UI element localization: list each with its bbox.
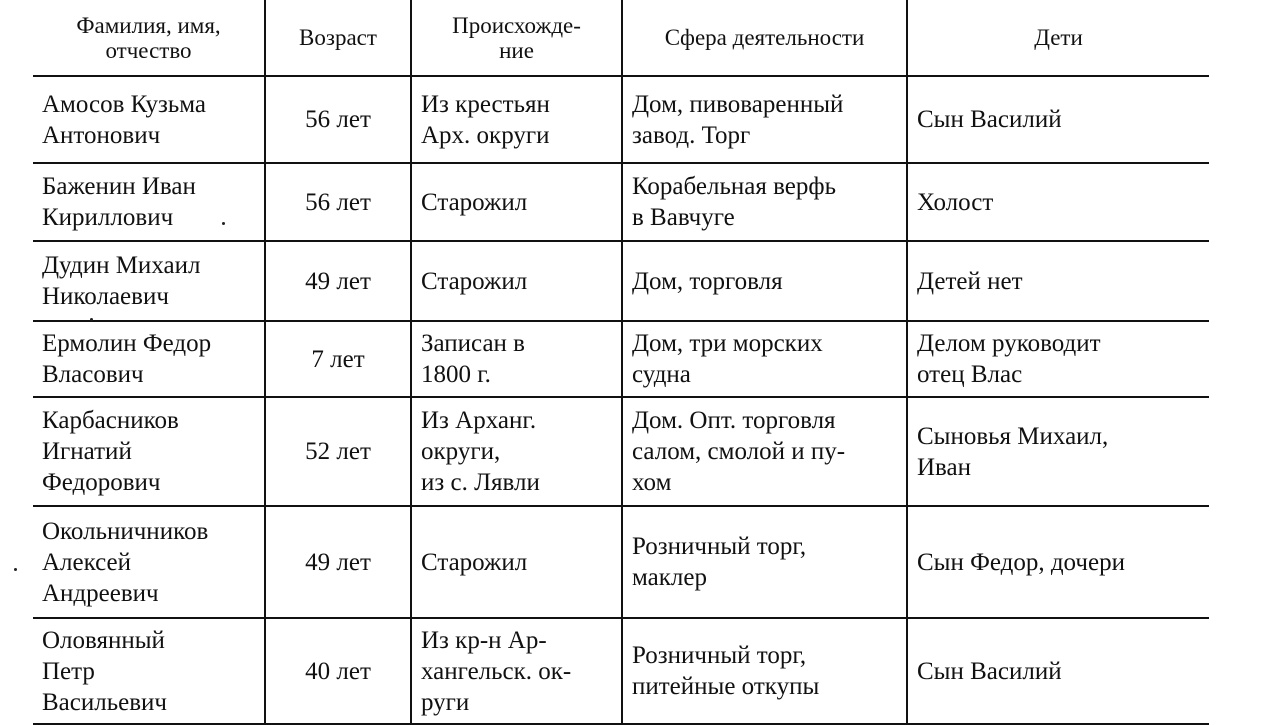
cell-kids bbox=[907, 321, 1209, 397]
cell-line: Дудин Михаил bbox=[42, 252, 201, 279]
cell-line: питейные откупы bbox=[632, 673, 820, 700]
merchants-table-container bbox=[33, 0, 1209, 725]
cell-sphere bbox=[622, 163, 907, 241]
cell-line: в Вавчуге bbox=[632, 204, 735, 231]
cell-origin bbox=[411, 241, 622, 321]
cell-line: Старожил bbox=[421, 188, 528, 216]
cell-origin bbox=[411, 506, 622, 618]
cell-line: Записан в bbox=[421, 330, 525, 357]
header-origin bbox=[411, 0, 622, 76]
merchants-table bbox=[33, 0, 1209, 725]
header-age bbox=[265, 0, 411, 76]
cell-age: 7 лет bbox=[265, 321, 411, 397]
cell-name bbox=[33, 321, 265, 397]
cell-line: хангельск. ок- bbox=[421, 657, 572, 685]
cell-origin bbox=[411, 76, 622, 163]
scan-speck bbox=[222, 222, 225, 225]
cell-line: Сын Василий bbox=[917, 657, 1062, 685]
cell-sphere bbox=[622, 76, 907, 163]
cell-line: Баженин Иван bbox=[42, 173, 196, 200]
cell-line: Николаевич bbox=[42, 283, 169, 310]
cell-line: Сын Василий bbox=[917, 106, 1062, 133]
header-name-line: отчество bbox=[105, 37, 192, 63]
table-row bbox=[33, 76, 1209, 163]
cell-name bbox=[33, 241, 265, 321]
table-row bbox=[33, 321, 1209, 397]
cell-line: Дом, пивоваренный bbox=[632, 90, 844, 118]
cell-line: Сыновья Михаил, bbox=[917, 422, 1109, 450]
cell-sphere bbox=[622, 397, 907, 506]
header-origin-line: ние bbox=[499, 37, 534, 63]
cell-kids bbox=[907, 618, 1209, 724]
cell-line: Окольничников bbox=[42, 517, 209, 545]
cell-line: завод. Торг bbox=[632, 121, 751, 149]
cell-name bbox=[33, 163, 265, 241]
cell-kids bbox=[907, 76, 1209, 163]
cell-kids bbox=[907, 397, 1209, 506]
cell-line: Васильевич bbox=[42, 688, 167, 716]
header-sphere bbox=[622, 0, 907, 76]
header-kids bbox=[907, 0, 1209, 76]
cell-sphere bbox=[622, 618, 907, 724]
cell-kids bbox=[907, 163, 1209, 241]
cell-line: Оловянный bbox=[42, 626, 165, 654]
cell-line: Сын Федор, дочери bbox=[917, 548, 1125, 576]
cell-line: Ермолин Федор bbox=[42, 330, 212, 357]
cell-line: Розничный торг, bbox=[632, 642, 807, 669]
header-sphere-line: Сфера деятельности bbox=[664, 25, 865, 50]
cell-line: маклер bbox=[632, 564, 707, 591]
cell-name bbox=[33, 397, 265, 506]
cell-origin bbox=[411, 321, 622, 397]
cell-age: 49 лет bbox=[265, 241, 411, 321]
cell-line: Амосов Кузьма bbox=[42, 90, 206, 118]
cell-sphere bbox=[622, 241, 907, 321]
cell-origin bbox=[411, 397, 622, 506]
cell-line: из с. Лявли bbox=[421, 469, 540, 496]
cell-line: Из Арханг. bbox=[421, 407, 537, 434]
cell-age: 40 лет bbox=[265, 618, 411, 724]
cell-line: Старожил bbox=[421, 267, 528, 295]
cell-line: Иван bbox=[917, 453, 972, 481]
scan-speck bbox=[14, 568, 17, 571]
cell-name bbox=[33, 618, 265, 724]
cell-origin bbox=[411, 163, 622, 241]
cell-line: Антонович bbox=[42, 121, 161, 149]
cell-line: Федорович bbox=[42, 469, 161, 496]
cell-line: Андреевич bbox=[42, 579, 159, 607]
cell-line: Карбасников bbox=[42, 407, 179, 434]
cell-name bbox=[33, 76, 265, 163]
cell-kids bbox=[907, 241, 1209, 321]
cell-line: Дом, три морских bbox=[632, 330, 823, 357]
cell-line: Игнатий bbox=[42, 438, 132, 465]
table-row bbox=[33, 397, 1209, 506]
cell-line: судна bbox=[632, 361, 691, 388]
cell-line: Дом. Опт. торговля bbox=[632, 407, 836, 434]
table-header-row bbox=[33, 0, 1209, 76]
cell-line: Старожил bbox=[421, 548, 528, 576]
cell-line: Из крестьян bbox=[421, 90, 550, 118]
cell-line: Корабельная верфь bbox=[632, 173, 836, 200]
cell-origin bbox=[411, 618, 622, 724]
table-row bbox=[33, 506, 1209, 618]
cell-age: 52 лет bbox=[265, 397, 411, 506]
cell-line: Петр bbox=[42, 657, 95, 685]
cell-line: Кириллович bbox=[42, 204, 174, 231]
cell-name bbox=[33, 506, 265, 618]
cell-line: руги bbox=[421, 688, 470, 716]
cell-age: 56 лет bbox=[265, 76, 411, 163]
header-name bbox=[33, 0, 265, 76]
cell-line: хом bbox=[632, 469, 672, 496]
scan-speck bbox=[90, 318, 93, 321]
cell-kids bbox=[907, 506, 1209, 618]
cell-line: Алексей bbox=[42, 548, 132, 576]
cell-line: округи, bbox=[421, 438, 501, 465]
cell-line: Арх. округи bbox=[421, 121, 550, 149]
header-kids-line: Дети bbox=[1034, 25, 1083, 50]
cell-line: Детей нет bbox=[917, 267, 1023, 295]
cell-age: 56 лет bbox=[265, 163, 411, 241]
cell-line: Власович bbox=[42, 361, 144, 388]
table-row bbox=[33, 618, 1209, 724]
cell-line: Розничный торг, bbox=[632, 533, 807, 560]
table-row bbox=[33, 241, 1209, 321]
cell-line: отец Влас bbox=[917, 361, 1023, 388]
cell-sphere bbox=[622, 321, 907, 397]
cell-line: Из кр-н Ар- bbox=[421, 626, 547, 654]
cell-line: Делом руководит bbox=[917, 330, 1101, 357]
cell-sphere bbox=[622, 506, 907, 618]
cell-age: 49 лет bbox=[265, 506, 411, 618]
cell-line: Дом, торговля bbox=[632, 267, 783, 295]
header-origin-line: Происхожде- bbox=[452, 12, 581, 38]
header-name-line: Фамилия, имя, bbox=[76, 12, 221, 38]
cell-line: 1800 г. bbox=[421, 361, 491, 388]
cell-line: Холост bbox=[917, 188, 994, 216]
header-age-line: Возраст bbox=[299, 25, 377, 50]
table-row bbox=[33, 163, 1209, 241]
cell-line: салом, смолой и пу- bbox=[632, 438, 846, 465]
